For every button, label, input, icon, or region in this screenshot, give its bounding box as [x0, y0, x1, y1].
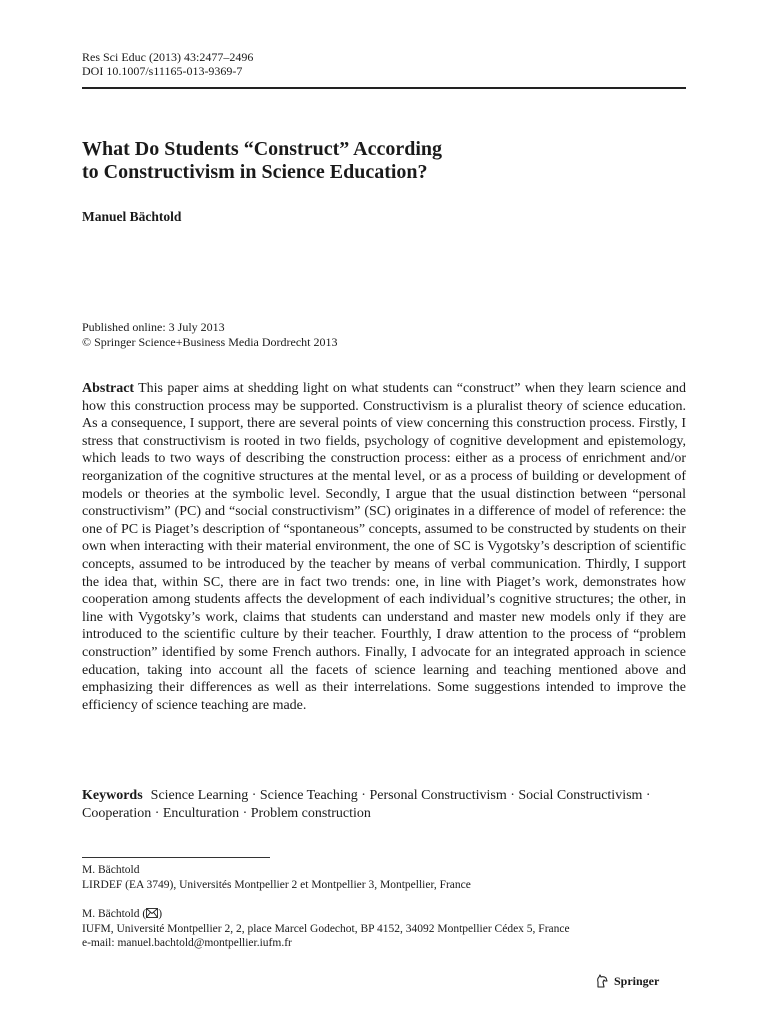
- publisher-logo: [594, 973, 659, 989]
- title-line-2: to Constructivism in Science Education?: [82, 161, 428, 183]
- journal-citation: Res Sci Educ (2013) 43:2477–2496: [82, 50, 254, 64]
- publisher-name: Springer: [614, 973, 660, 988]
- affiliation-1-org: LIRDEF (EA 3749), Universités Montpellier 2 et Montpellier 3, Montpellier, France: [82, 878, 471, 891]
- header-rule: [82, 87, 686, 89]
- keywords-text: Science Learning · Science Teaching · Personal Constructivism · Social Constructivism · Cooperation · Enculturation · Problem construction: [82, 788, 651, 821]
- keywords: [82, 787, 686, 822]
- abstract: [82, 380, 686, 714]
- abstract-label: Abstract: [82, 381, 135, 396]
- affiliation-2-name-line: [82, 907, 570, 922]
- affiliation-1: [82, 863, 471, 892]
- article-title: [82, 138, 686, 184]
- journal-doi: DOI 10.1007/s11165-013-9369-7: [82, 64, 243, 78]
- envelope-icon: [146, 908, 158, 918]
- keywords-label: Keywords: [82, 788, 143, 803]
- affiliation-2-name: M. Bächtold (: [82, 908, 147, 920]
- affiliation-1-name: M. Bächtold: [82, 864, 140, 876]
- footnote-rule: [82, 857, 270, 858]
- title-line-1: What Do Students “Construct” According: [82, 138, 443, 160]
- affiliation-2-name-end: ): [158, 908, 163, 920]
- affiliation-2: [82, 907, 570, 951]
- published-date: Published online: 3 July 2013: [82, 320, 225, 334]
- abstract-text: This paper aims at shedding light on what students can “construct” when they learn science and how this construction process may be supported. Constructivism is a pluralist theory of science education. As a consequence, I support, there are several points of view concerning this construction process. Firstly, I stress that constructivism is rooted in two fields, psychology of cognitive development and epistemology, which leads to two ways of describing the construction process: either as a process of enrichment and/or reorganization of the cognitive structures at the mental level, or as a process of building or development of models or theories at the symbolic level. Secondly, I argue that the usual distinction between “personal constructivism” (PC) and “social constructivism” (SC) originates in a difference of model of reference: the one of PC is Piaget’s description of “spontaneous” concepts, assumed to be constructed by students on their own when interacting with their material environment, the one of SC is Vygotsky’s description of scientific concepts, assumed to be introduced by the teacher by means of verbal communication. Thirdly, I support the idea that, within SC, there are in fact two trends: one, in line with Piaget’s work, demonstrates how cooperation among students affects the development of each individual’s cognitive structures; the other, in line with Vygotsky’s work, claims that students can understand and master new models only if they are introduced to the scientific culture by their teacher. Fourthly, I draw attention to the process of “problem construction” identified by some French authors. Finally, I advocate for an integrated approach in science education, taking into account all the facets of science learning and teaching mentioned above and emphasizing their differences as well as their interrelations. Some suggestions intended to improve the efficiency of science teaching are made.: [82, 381, 686, 713]
- author-name: Manuel Bächtold: [82, 209, 182, 224]
- publication-info: [82, 320, 338, 350]
- springer-horse-icon: [594, 973, 610, 989]
- copyright: © Springer Science+Business Media Dordrecht 2013: [82, 335, 338, 349]
- affiliation-2-address: IUFM, Université Montpellier 2, 2, place Marcel Godechot, BP 4152, 34092 Montpellier Cédex 5, France: [82, 922, 570, 935]
- affiliation-2-email: e-mail: manuel.bachtold@montpellier.iufm.fr: [82, 937, 292, 949]
